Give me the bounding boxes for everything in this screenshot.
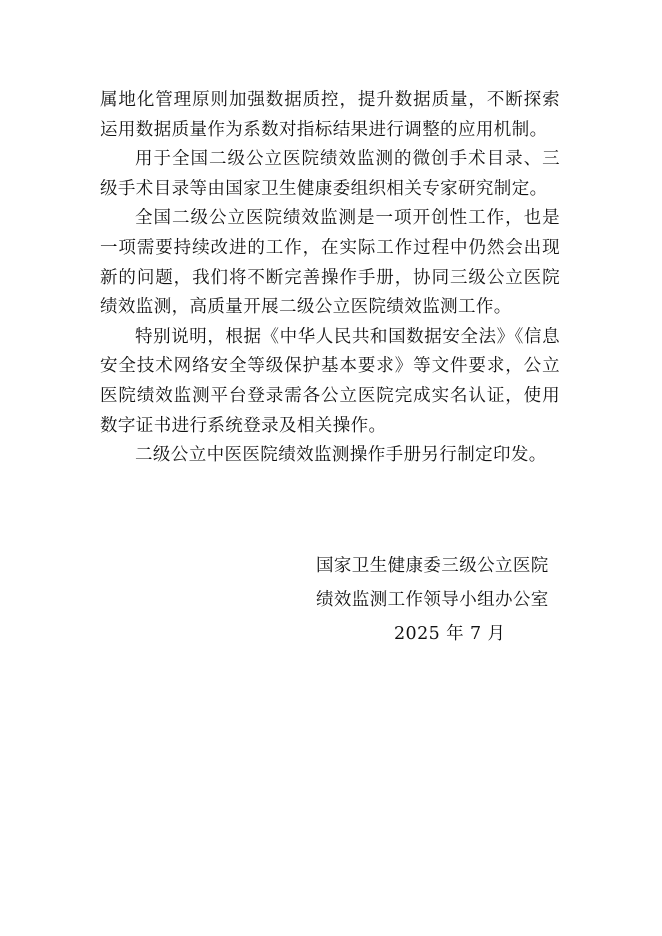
signature-date: 2025 年 7 月 [394, 624, 506, 644]
paragraph-3: 全国二级公立医院绩效监测是一项开创性工作，也是一项需要持续改进的工作，在实际工作过程中仍然会出现新的问题，我们将不断完善操作手册，协同三级公立医院绩效监测，高质量开展二级公立医院绩效监测工作。 [100, 208, 560, 318]
document-body [100, 86, 560, 471]
paragraph-5: 二级公立中医医院绩效监测操作手册另行制定印发。 [135, 445, 547, 466]
signature-org-line-2: 绩效监测工作领导小组办公室 [316, 590, 549, 610]
paragraph-2: 用于全国二级公立医院绩效监测的微创手术目录、三级手术目录等由国家卫生健康委组织相关专家研究制定。 [100, 149, 560, 199]
signature-org-line-1: 国家卫生健康委三级公立医院 [316, 556, 549, 576]
paragraph-4: 特别说明，根据《中华人民共和国数据安全法》《信息安全技术网络安全等级保护基本要求》等文件要求，公立医院绩效监测平台登录需各公立医院完成实名认证，使用数字证书进行系统登录及相关操作。 [100, 326, 560, 436]
paragraph-1: 属地化管理原则加强数据质控，提升数据质量，不断探索运用数据质量作为系数对指标结果进行调整的应用机制。 [100, 90, 560, 140]
